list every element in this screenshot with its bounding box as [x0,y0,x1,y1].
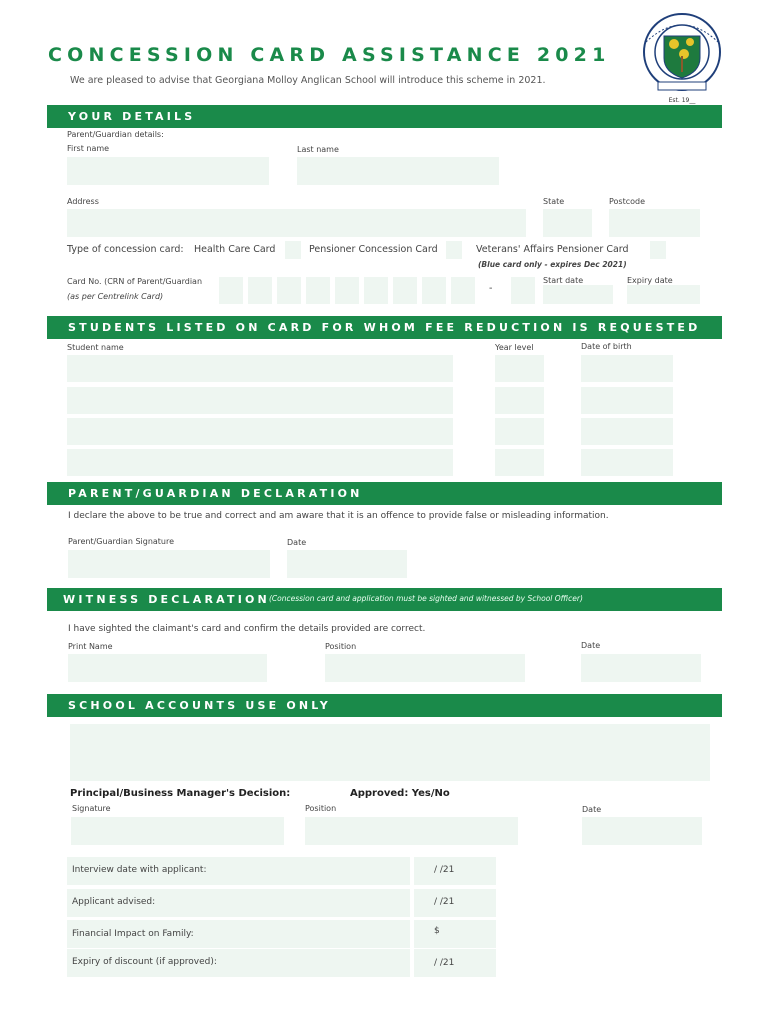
school-position-field[interactable] [305,817,518,845]
school-date-field[interactable] [582,817,702,845]
card-digit-box[interactable] [422,277,446,304]
year-level-field[interactable] [495,355,544,382]
witness-note: (Concession card and application must be sighted and witnessed by School Officer) [269,594,583,603]
pensioner-checkbox[interactable] [446,241,462,259]
card-digit-box[interactable] [511,277,535,304]
school-notes-field[interactable] [70,724,710,781]
card-digit-box[interactable] [306,277,330,304]
school-use-header [47,694,722,717]
financial-impact-field[interactable] [414,920,496,948]
school-crest-logo [640,10,724,106]
interview-date-label: Interview date with applicant: [72,865,207,875]
card-digit-box[interactable] [335,277,359,304]
dob-field[interactable] [581,387,673,414]
expiry-of-discount-value: / /21 [434,958,455,968]
school-row-label-cell [67,920,410,948]
last-name-label: Last name [297,145,339,154]
student-name-field[interactable] [67,387,453,414]
card-digit-box[interactable] [248,277,272,304]
parent-signature-field[interactable] [68,550,270,578]
card-digit-box[interactable] [364,277,388,304]
dob-label: Date of birth [581,342,632,351]
card-number-note: (as per Centrelink Card) [67,292,164,301]
school-signature-label: Signature [72,804,111,813]
parent-signature-label: Parent/Guardian Signature [68,537,175,546]
dob-field[interactable] [581,355,673,382]
expiry-date-label: Expiry date [627,276,673,285]
state-label: State [543,197,565,206]
postcode-field[interactable] [609,209,700,237]
address-label: Address [67,197,99,206]
student-name-field[interactable] [67,418,453,445]
student-name-field[interactable] [67,449,453,476]
expiry-of-discount-field[interactable] [414,949,496,977]
student-name-field[interactable] [67,355,453,382]
pensioner-label: Pensioner Concession Card [309,244,438,255]
student-name-label: Student name [67,343,124,352]
card-dash: - [489,283,493,294]
expiry-date-field[interactable] [627,285,700,304]
school-signature-field[interactable] [71,817,284,845]
school-row-label-cell [67,949,410,977]
page-title: CONCESSION CARD ASSISTANCE 2021 [48,44,611,66]
applicant-advised-field[interactable] [414,889,496,917]
approved-label: Approved: Yes/No [350,788,450,799]
section-title: STUDENTS LISTED ON CARD FOR WHOM FEE REDUCTION IS REQUESTED [68,321,701,334]
state-field[interactable] [543,209,592,237]
school-row-label-cell [67,889,410,917]
applicant-advised-label: Applicant advised: [72,897,156,907]
intro-text: We are pleased to advise that Georgiana Molloy Anglican School will introduce this scheme in 2021. [70,75,546,86]
section-title: PARENT/GUARDIAN DECLARATION [68,487,363,500]
witness-position-label: Position [325,642,357,651]
school-row-label-cell [67,857,410,885]
start-date-field[interactable] [543,285,613,304]
expiry-of-discount-label: Expiry of discount (if approved): [72,957,217,967]
dob-field[interactable] [581,418,673,445]
card-digit-box[interactable] [451,277,475,304]
parent-details-label: Parent/Guardian details: [67,130,164,139]
school-position-label: Position [305,804,337,813]
witness-date-label: Date [581,641,601,650]
last-name-field[interactable] [297,157,499,185]
parent-declaration-statement: I declare the above to be true and correct and am aware that it is an offence to provide false or misleading information. [68,511,609,521]
health-care-label: Health Care Card [194,244,276,255]
first-name-label: First name [67,144,110,153]
concession-type-label: Type of concession card: [67,244,184,255]
card-digit-box[interactable] [393,277,417,304]
school-date-label: Date [582,805,602,814]
year-level-label: Year level [495,343,534,352]
veterans-note: (Blue card only - expires Dec 2021) [478,260,627,269]
students-header [47,316,722,339]
your-details-header [47,105,722,128]
year-level-field[interactable] [495,418,544,445]
financial-impact-label: Financial Impact on Family: [72,929,194,939]
start-date-label: Start date [543,276,584,285]
witness-position-field[interactable] [325,654,525,682]
section-title: WITNESS DECLARATION [63,593,270,606]
print-name-label: Print Name [68,642,113,651]
parent-date-label: Date [287,538,307,547]
decision-label: Principal/Business Manager's Decision: [70,788,291,799]
card-digit-box[interactable] [277,277,301,304]
financial-impact-value: $ [434,926,440,936]
interview-date-field[interactable] [414,857,496,885]
dob-field[interactable] [581,449,673,476]
parent-date-field[interactable] [287,550,407,578]
veterans-label: Veterans' Affairs Pensioner Card [476,244,629,255]
first-name-field[interactable] [67,157,269,185]
year-level-field[interactable] [495,449,544,476]
card-number-label: Card No. (CRN of Parent/Guardian [67,277,203,286]
crest-est-text: Est. 19__ [668,97,696,104]
health-care-checkbox[interactable] [285,241,301,259]
applicant-advised-value: / /21 [434,897,455,907]
interview-date-value: / /21 [434,865,455,875]
witness-declaration-header [47,588,722,611]
print-name-field[interactable] [68,654,267,682]
postcode-label: Postcode [609,197,646,206]
section-title: YOUR DETAILS [68,110,196,123]
year-level-field[interactable] [495,387,544,414]
witness-date-field[interactable] [581,654,701,682]
veterans-checkbox[interactable] [650,241,666,259]
section-title: SCHOOL ACCOUNTS USE ONLY [68,699,331,712]
parent-declaration-header [47,482,722,505]
address-field[interactable] [67,209,526,237]
card-digit-box[interactable] [219,277,243,304]
witness-statement: I have sighted the claimant's card and confirm the details provided are correct. [68,624,426,634]
